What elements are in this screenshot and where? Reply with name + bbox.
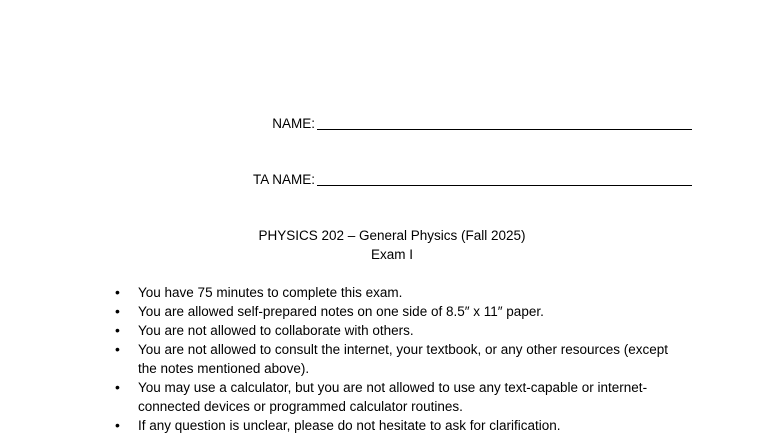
rule-item bbox=[112, 283, 672, 302]
bullet-icon: • bbox=[115, 284, 120, 300]
rule-item bbox=[112, 321, 672, 340]
name-label: NAME: bbox=[272, 116, 315, 131]
exam-title-block bbox=[0, 227, 784, 264]
rule-item bbox=[112, 416, 672, 435]
name-blank-line[interactable] bbox=[317, 115, 692, 130]
bullet-icon: • bbox=[115, 303, 120, 319]
name-field-row bbox=[200, 112, 692, 132]
ta-name-label: TA NAME: bbox=[252, 172, 315, 187]
ta-name-field-row bbox=[200, 168, 692, 188]
bullet-icon: • bbox=[115, 322, 120, 338]
rule-item bbox=[112, 378, 672, 416]
rule-text: You have 75 minutes to complete this exam. bbox=[138, 285, 403, 300]
exam-rules-list bbox=[112, 283, 672, 435]
rule-text: You are allowed self-prepared notes on one side of 8.5″ x 11″ paper. bbox=[138, 304, 544, 319]
course-title: PHYSICS 202 – General Physics (Fall 2025) bbox=[258, 228, 526, 243]
bullet-icon: • bbox=[115, 379, 120, 395]
bullet-icon: • bbox=[115, 417, 120, 433]
rule-text: If any question is unclear, please do not hesitate to ask for clarification. bbox=[138, 418, 561, 433]
exam-title: Exam I bbox=[370, 247, 413, 262]
rule-item bbox=[112, 302, 672, 321]
rule-text: You are not allowed to consult the internet, your textbook, or any other resources (except the notes mentioned above). bbox=[138, 342, 669, 376]
rule-text: You are not allowed to collaborate with others. bbox=[138, 323, 414, 338]
rule-text: You may use a calculator, but you are not allowed to use any text-capable or internet-connected devices or programmed calculator routines. bbox=[138, 380, 648, 414]
ta-name-blank-line[interactable] bbox=[317, 171, 692, 186]
rule-item bbox=[112, 340, 672, 378]
bullet-icon: • bbox=[115, 341, 120, 357]
